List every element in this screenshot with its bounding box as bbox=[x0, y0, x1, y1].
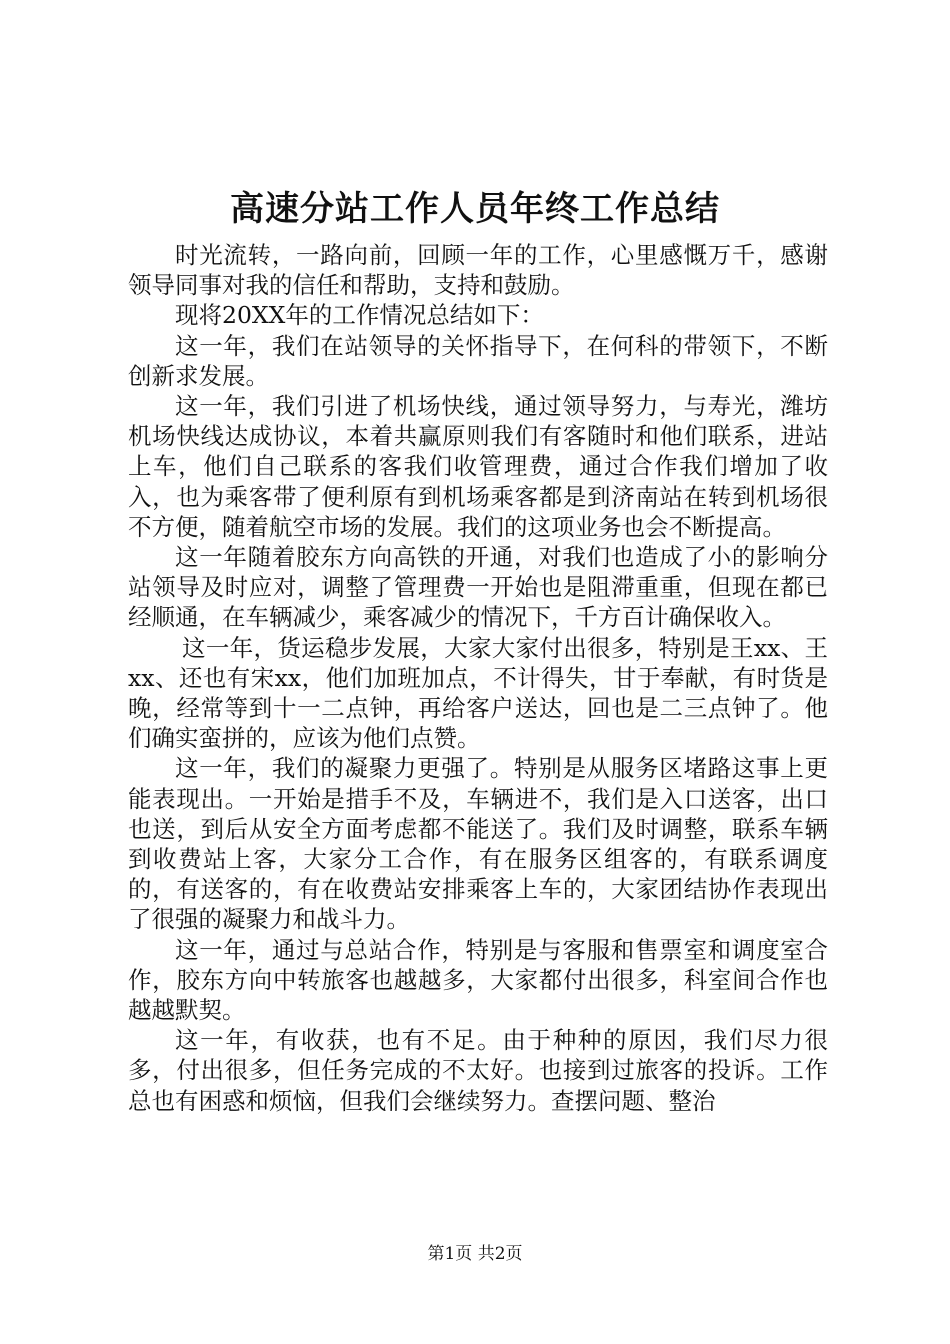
paragraph-leadership: 这一年，我们在站领导的关怀指导下，在何科的带领下，不断创新求发展。 bbox=[128, 331, 828, 390]
page-number-footer: 第1页 共2页 bbox=[427, 1244, 523, 1264]
document-title: 高速分站工作人员年终工作总结 bbox=[230, 189, 720, 229]
paragraph-summary-lead: 现将20XX年的工作情况总结如下： bbox=[175, 301, 544, 330]
paragraph-airport-express: 这一年，我们引进了机场快线，通过领导努力，与寿光，潍坊机场快线达成协议，本着共赢原则我们有客随时和他们联系，进站上车，他们自己联系的客我们收管理费，通过合作我们增加了收入，也为乘客带了便利原有到机场乘客都是到济南站在转到机场很不方便，随着航空市场的发展。我们的这项业务也会不断提高。 bbox=[128, 392, 828, 541]
document-body bbox=[128, 240, 828, 1184]
paragraph-cooperation: 这一年，通过与总站合作，特别是与客服和售票室和调度室合作，胶东方向中转旅客也越越多，大家都付出很多，科室间合作也越越默契。 bbox=[128, 935, 828, 1025]
paragraph-shortcomings: 这一年，有收获，也有不足。由于种种的原因，我们尽力很多，付出很多，但任务完成的不太好。也接到过旅客的投诉。工作总也有困惑和烦恼，但我们会继续努力。查摆问题、整治 bbox=[128, 1026, 828, 1115]
paragraph-high-speed-rail: 这一年随着胶东方向高铁的开通，对我们也造成了小的影响分站领导及时应对，调整了管理费一开始也是阻滞重重，但现在都已经顺通，在车辆减少，乘客减少的情况下，千方百计确保收入。 bbox=[128, 543, 828, 632]
paragraph-cohesion: 这一年，我们的凝聚力更强了。特别是从服务区堵路这事上更能表现出。一开始是措手不及，车辆进不，我们是入口送客，出口也送，到后从安全方面考虑都不能送了。我们及时调整，联系车辆到收费站上客，大家分工合作，有在服务区组客的，有联系调度的，有送客的，有在收费站安排乘客上车的，大家团结协作表现出了很强的凝聚力和战斗力。 bbox=[128, 754, 828, 934]
paragraph-freight: 这一年，货运稳步发展，大家大家付出很多，特别是王xx、王xx、还也有宋xx，他们加班加点，不计得失，甘于奉献，有时货是晚，经常等到十一二点钟，再给客户送达，回也是二三点钟了。他们确实蛮拼的，应该为他们点赞。 bbox=[128, 633, 828, 753]
paragraph-intro: 时光流转，一路向前，回顾一年的工作，心里感慨万千，感谢领导同事对我的信任和帮助，支持和鼓励。 bbox=[128, 241, 828, 300]
